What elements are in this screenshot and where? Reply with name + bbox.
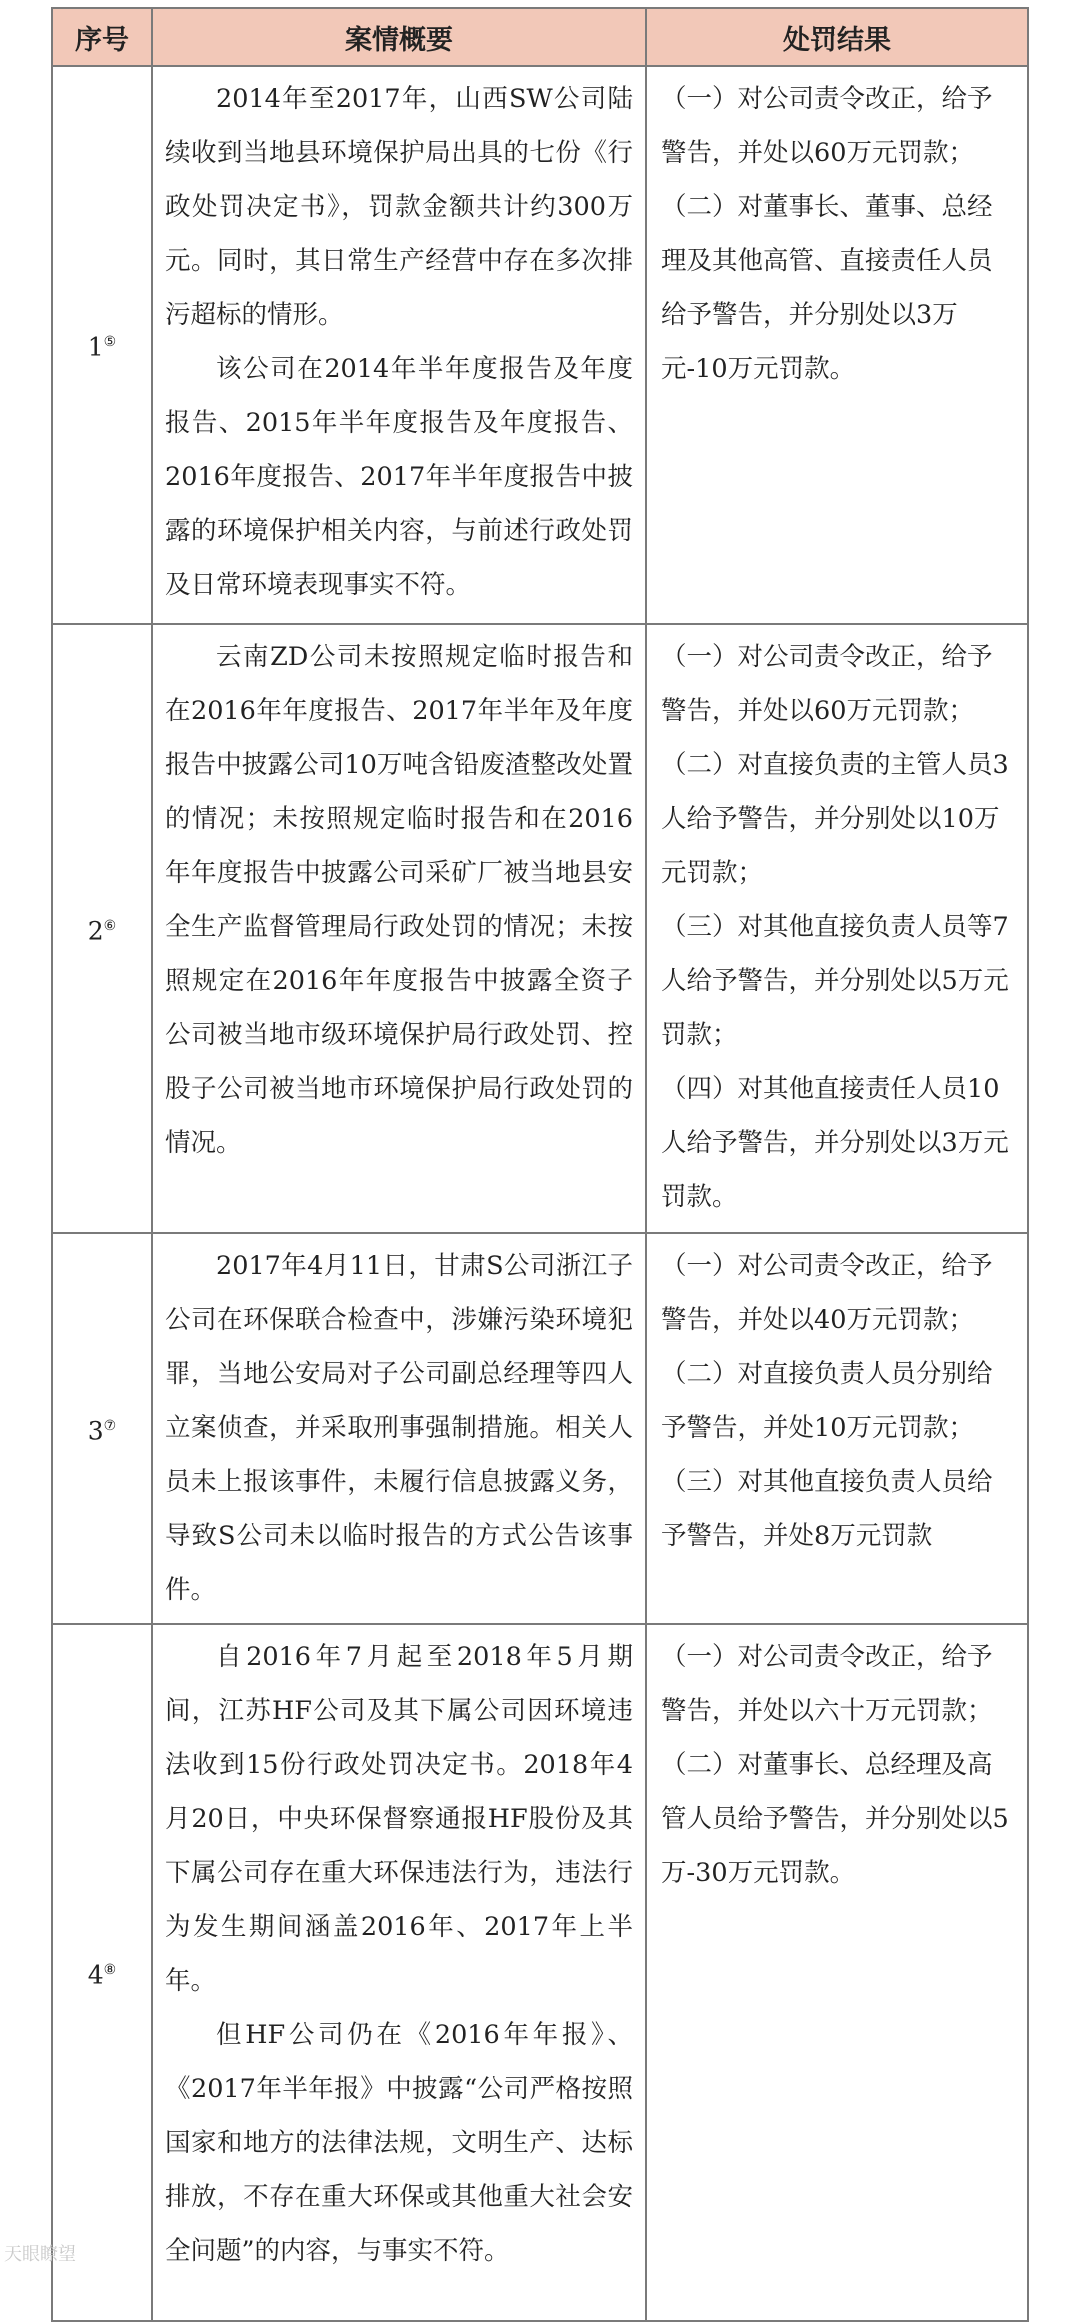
case-summary-cell: [152, 1624, 646, 2321]
penalty-case-table: [51, 7, 1029, 2322]
case-summary-cell: [152, 624, 646, 1233]
summary-paragraph: 2017年4月11日，甘肃S公司浙江子公司在环保联合检查中，涉嫌污染环境犯罪，当地公安局对子公司副总经理等四人立案侦查，并采取刑事强制措施。相关人员未上报该事件，未履行信息披露义务，导致S公司未以临时报告的方式公告该事件。: [165, 1251, 633, 1605]
row-number: 1: [87, 332, 104, 362]
row-number-cell: [52, 1624, 152, 2321]
table-header-row: [52, 8, 1028, 66]
penalty-item: （一）对公司责令改正，给予警告，并处以六十万元罚款；: [661, 1642, 993, 1726]
penalty-cell: [646, 1624, 1028, 2321]
footnote-marker: ⑧: [103, 1961, 117, 1978]
header-penalty-result: 处罚结果: [646, 8, 1028, 66]
penalty-item: （四）对其他直接责任人员10人给予警告，并分别处以3万元罚款。: [661, 1074, 1009, 1212]
header-case-summary: 案情概要: [152, 8, 646, 66]
footnote-marker: ⑥: [103, 917, 117, 934]
summary-paragraph: 但HF公司仍在《2016年年报》、《2017年半年报》中披露“公司严格按照国家和地方的法律法规，文明生产、达标排放，不存在重大环保或其他重大社会安全问题”的内容，与事实不符。: [165, 2020, 633, 2266]
table-row: [52, 1233, 1028, 1624]
penalty-item: （一）对公司责令改正，给予警告，并处以60万元罚款；: [661, 642, 993, 726]
table-row: [52, 624, 1028, 1233]
penalty-item: （三）对其他直接负责人员等7人给予警告，并分别处以5万元罚款；: [661, 912, 1009, 1050]
penalty-cell: [646, 66, 1028, 624]
case-summary-cell: [152, 1233, 646, 1624]
summary-paragraph: 2014年至2017年，山西SW公司陆续收到当地县环境保护局出具的七份《行政处罚决定书》，罚款金额共计约300万元。同时，其日常生产经营中存在多次排污超标的情形。: [165, 84, 633, 330]
row-number: 2: [87, 916, 104, 946]
case-summary-cell: [152, 66, 646, 624]
footnote-marker: ⑤: [103, 334, 117, 351]
table-row: [52, 1624, 1028, 2321]
penalty-item: （一）对公司责令改正，给予警告，并处以40万元罚款；: [661, 1251, 993, 1335]
row-number-cell: [52, 1233, 152, 1624]
penalty-item: （二）对董事长、董事、总经理及其他高管、直接责任人员给予警告，并分别处以3万元-10万元罚款。: [661, 192, 993, 384]
row-number-cell: [52, 66, 152, 624]
footnote-marker: ⑦: [103, 1417, 117, 1434]
penalty-item: （一）对公司责令改正，给予警告，并处以60万元罚款；: [661, 84, 993, 168]
summary-paragraph: 云南ZD公司未按照规定临时报告和在2016年年度报告、2017年半年及年度报告中披露公司10万吨含铅废渣整改处置的情况；未按照规定临时报告和在2016年年度报告中披露公司采矿厂被当地县安全生产监督管理局行政处罚的情况；未按照规定在2016年年度报告中披露全资子公司被当地市级环境保护局行政处罚、控股子公司被当地市环境保护局行政处罚的情况。: [165, 642, 633, 1158]
row-number-cell: [52, 624, 152, 1233]
watermark: 天眼瞭望: [4, 2244, 76, 2265]
row-number: 4: [87, 1960, 104, 1990]
row-number: 3: [87, 1416, 104, 1446]
summary-paragraph: 该公司在2014年半年度报告及年度报告、2015年半年度报告及年度报告、2016年度报告、2017年半年度报告中披露的环境保护相关内容，与前述行政处罚及日常环境表现事实不符。: [165, 354, 633, 600]
summary-paragraph: 自2016年7月起至2018年5月期间，江苏HF公司及其下属公司因环境违法收到15份行政处罚决定书。2018年4月20日，中央环保督察通报HF股份及其下属公司存在重大环保违法行为，违法行为发生期间涵盖2016年、2017年上半年。: [165, 1642, 633, 1996]
penalty-cell: [646, 624, 1028, 1233]
penalty-cell: [646, 1233, 1028, 1624]
penalty-item: （二）对董事长、总经理及高管人员给予警告，并分别处以5万-30万元罚款。: [661, 1750, 1009, 1888]
table-row: [52, 66, 1028, 624]
penalty-item: （二）对直接负责的主管人员3人给予警告，并分别处以10万元罚款；: [661, 750, 1009, 888]
penalty-item: （二）对直接负责人员分别给予警告，并处10万元罚款；: [661, 1359, 993, 1443]
header-number: 序号: [52, 8, 152, 66]
penalty-item: （三）对其他直接负责人员给予警告，并处8万元罚款: [661, 1467, 993, 1551]
